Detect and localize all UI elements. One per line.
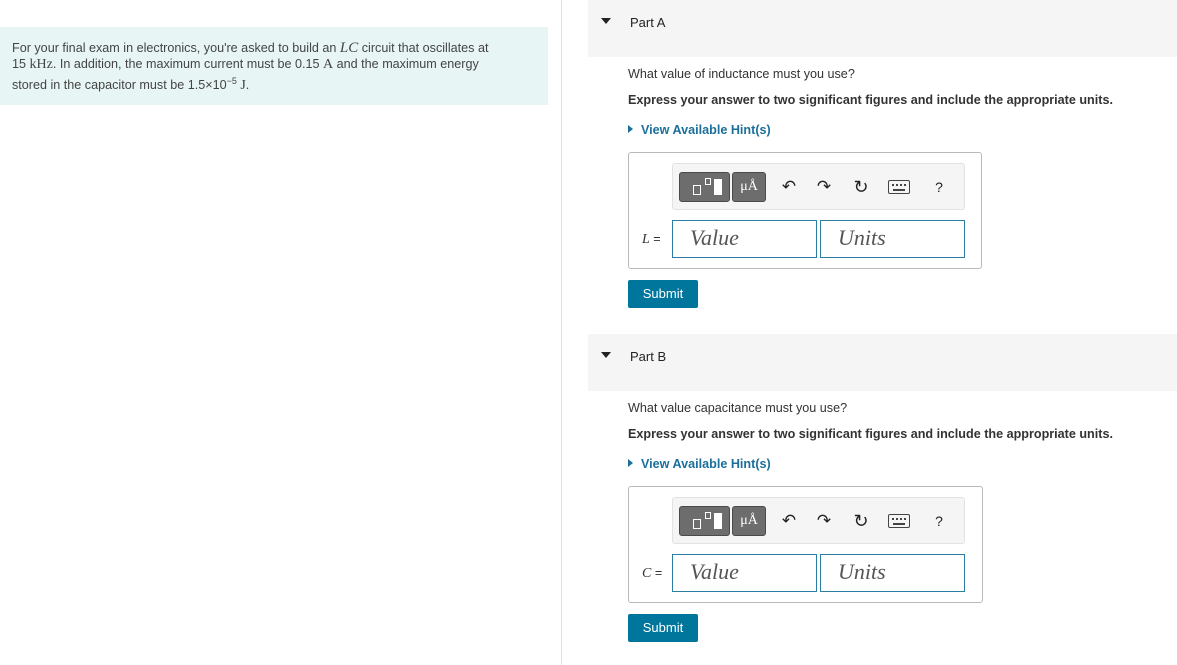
part-title: Part A	[630, 15, 666, 30]
instruction-text: Express your answer to two significant figures and include the appropriate units.	[628, 427, 1113, 441]
collapse-triangle-icon[interactable]	[601, 18, 611, 24]
equals-sign: =	[651, 566, 663, 580]
hint-label: View Available Hint(s)	[641, 457, 771, 471]
problem-text: and the maximum energy	[333, 57, 479, 71]
redo-icon[interactable]: ↷	[816, 511, 832, 530]
problem-statement	[0, 27, 548, 105]
hint-triangle-icon	[628, 459, 633, 467]
problem-frequency-unit: kHz	[29, 57, 53, 72]
submit-button[interactable]: Submit	[628, 614, 698, 642]
problem-text: stored in the capacitor must be 1.5×10	[12, 78, 227, 93]
problem-current-unit: A	[323, 57, 334, 72]
keyboard-icon[interactable]	[888, 514, 910, 528]
templates-button[interactable]	[679, 172, 730, 202]
answer-box	[628, 486, 983, 603]
variable-symbol: C	[642, 566, 652, 581]
answer-box	[628, 152, 982, 269]
hint-label: View Available Hint(s)	[641, 123, 771, 137]
value-input[interactable]: Value	[672, 220, 817, 258]
variable-symbol: L	[642, 232, 650, 247]
variable-label	[642, 566, 662, 582]
equals-sign: =	[649, 232, 661, 246]
units-button[interactable]: μÅ	[732, 506, 766, 536]
collapse-triangle-icon[interactable]	[601, 352, 611, 358]
help-button[interactable]: ?	[935, 179, 943, 195]
math-toolbar	[672, 497, 965, 544]
units-input[interactable]: Units	[820, 220, 965, 258]
problem-pane	[0, 0, 562, 665]
part-b-header[interactable]	[588, 334, 1177, 391]
part-title: Part B	[630, 349, 667, 364]
problem-energy-unit: J	[240, 78, 246, 94]
problem-text: .	[245, 78, 250, 93]
question-text: What value capacitance must you use?	[628, 401, 848, 415]
undo-icon[interactable]: ↶	[781, 511, 797, 530]
value-input[interactable]: Value	[672, 554, 817, 592]
question-text: What value of inductance must you use?	[628, 67, 855, 81]
units-button[interactable]: μÅ	[732, 172, 766, 202]
units-input[interactable]: Units	[820, 554, 965, 592]
keyboard-icon[interactable]	[888, 180, 910, 194]
view-hints-link[interactable]	[628, 457, 771, 471]
math-toolbar	[672, 163, 965, 210]
redo-icon[interactable]: ↷	[816, 177, 832, 196]
problem-frequency-value: 15	[12, 57, 27, 71]
undo-icon[interactable]: ↶	[781, 177, 797, 196]
help-button[interactable]: ?	[935, 513, 943, 529]
templates-button[interactable]	[679, 506, 730, 536]
view-hints-link[interactable]	[628, 123, 771, 137]
part-a-header[interactable]	[588, 0, 1177, 57]
submit-button[interactable]: Submit	[628, 280, 698, 308]
problem-text: circuit that oscillates at	[358, 41, 489, 55]
problem-symbol-lc: LC	[339, 40, 359, 56]
problem-exponent: −5	[226, 76, 237, 86]
problem-text: . In addition, the maximum current must be 0.15	[52, 57, 324, 71]
reset-icon[interactable]: ↻	[853, 511, 869, 531]
reset-icon[interactable]: ↻	[853, 177, 869, 197]
problem-text: For your final exam in electronics, you're asked to build an	[12, 41, 340, 55]
variable-label	[642, 232, 661, 248]
instruction-text: Express your answer to two significant figures and include the appropriate units.	[628, 93, 1113, 107]
hint-triangle-icon	[628, 125, 633, 133]
